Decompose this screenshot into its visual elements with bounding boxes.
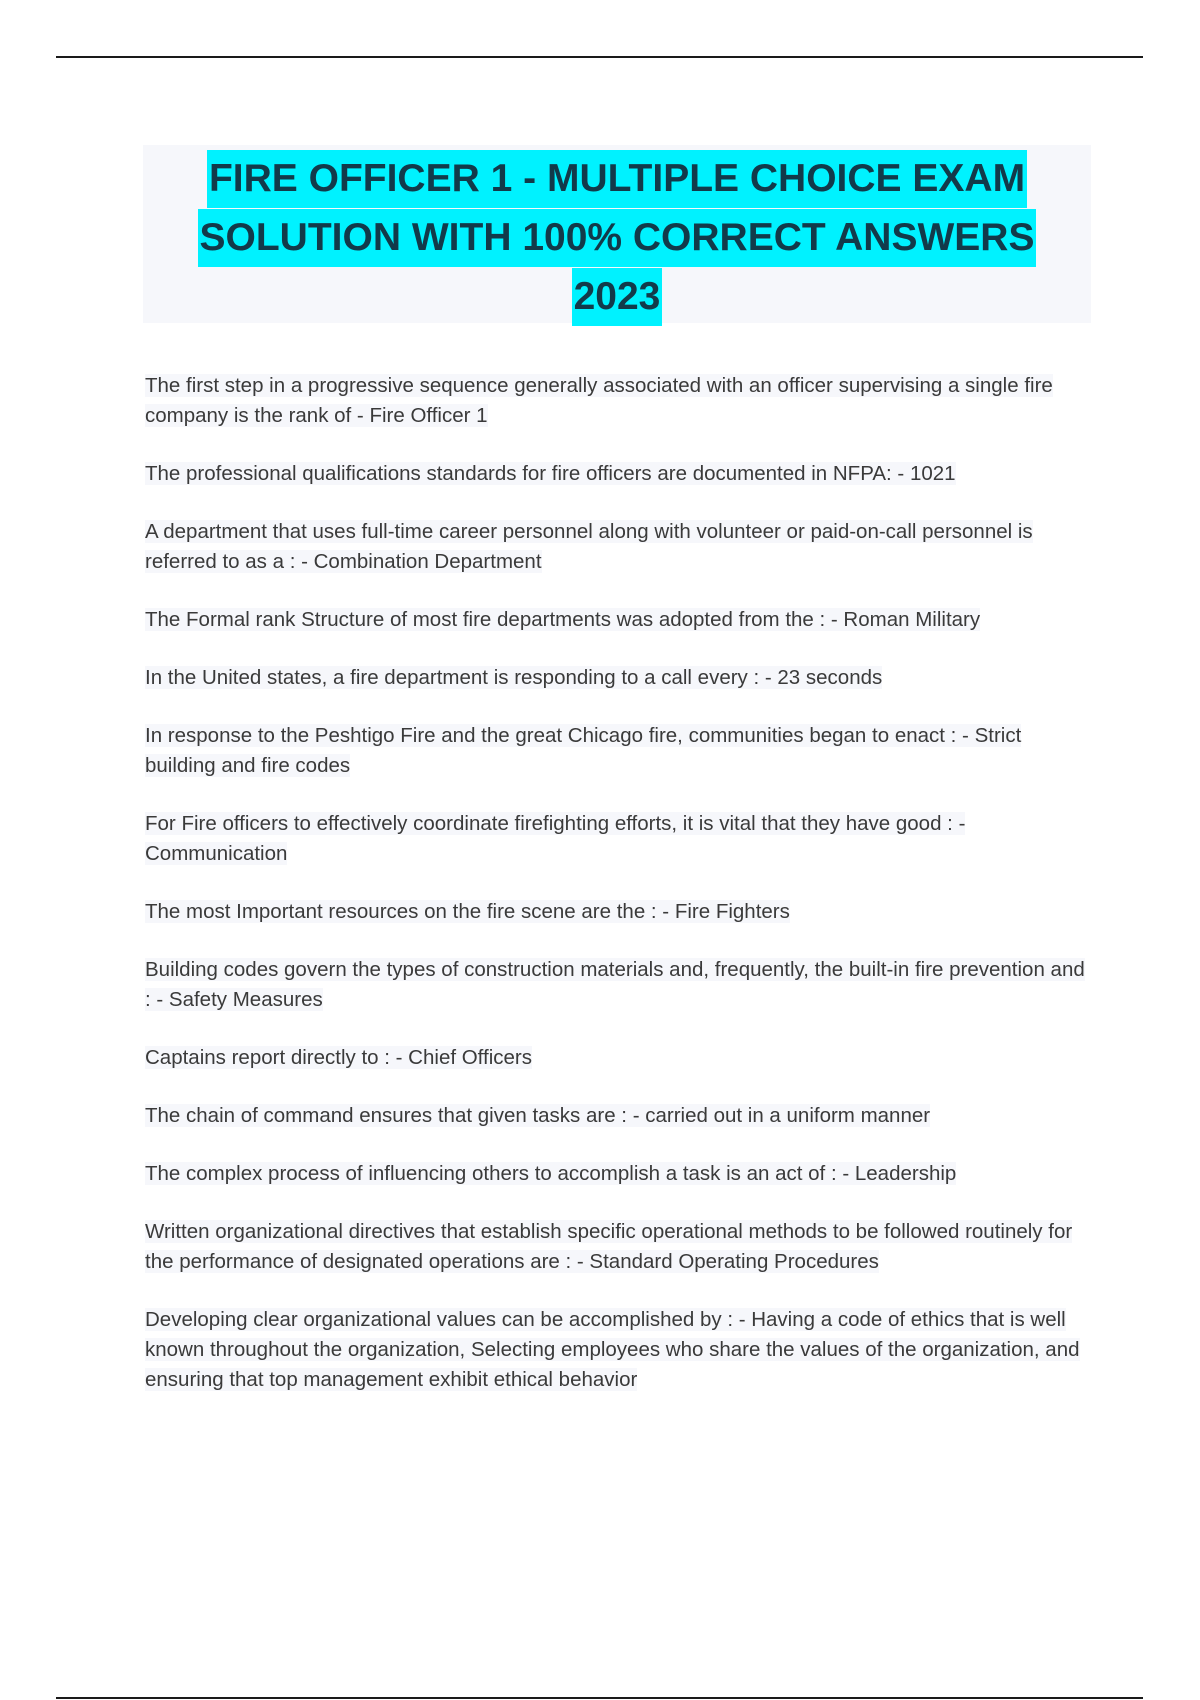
qa-text: Developing clear organizational values can be accomplished by : - Having a code of ethics that is well known throughout the organization, Selecting employees who share the values of the organization, and ensuring that top management exhibit ethical behavior bbox=[145, 1308, 1080, 1391]
qa-text: The Formal rank Structure of most fire departments was adopted from the : - Roman Military bbox=[145, 608, 981, 631]
title-line-1: FIRE OFFICER 1 - MULTIPLE CHOICE EXAM bbox=[207, 150, 1027, 208]
qa-text: The most Important resources on the fire scene are the : - Fire Fighters bbox=[145, 900, 790, 923]
qa-item bbox=[145, 809, 1095, 869]
qa-item bbox=[145, 955, 1095, 1015]
bottom-rule bbox=[56, 1697, 1143, 1699]
qa-item bbox=[145, 1101, 1095, 1131]
qa-item bbox=[145, 1159, 1095, 1189]
title-line-2: SOLUTION WITH 100% CORRECT ANSWERS bbox=[198, 209, 1037, 267]
qa-text: The complex process of influencing others to accomplish a task is an act of : - Leadership bbox=[145, 1162, 957, 1185]
qa-text: For Fire officers to effectively coordinate firefighting efforts, it is vital that they have good : - Communication bbox=[145, 812, 966, 865]
qa-text: In response to the Peshtigo Fire and the great Chicago fire, communities began to enact : - Strict building and fire codes bbox=[145, 724, 1022, 777]
qa-text: Building codes govern the types of construction materials and, frequently, the built-in fire prevention and : - Safety Measures bbox=[145, 958, 1085, 1011]
qa-text: The chain of command ensures that given tasks are : - carried out in a uniform manner bbox=[145, 1104, 931, 1127]
qa-text: The professional qualifications standards for fire officers are documented in NFPA: - 1021 bbox=[145, 462, 956, 485]
qa-item bbox=[145, 663, 1095, 693]
qa-text: Written organizational directives that establish specific operational methods to be followed routinely for the performance of designated operations are : - Standard Operating Procedures bbox=[145, 1220, 1073, 1273]
title-line-3: 2023 bbox=[572, 268, 663, 326]
qa-text: In the United states, a fire department is responding to a call every : - 23 seconds bbox=[145, 666, 883, 689]
qa-text: A department that uses full-time career personnel along with volunteer or paid-on-call personnel is referred to as a : - Combination Department bbox=[145, 520, 1033, 573]
qa-item bbox=[145, 517, 1095, 577]
document-title bbox=[143, 145, 1091, 323]
qa-item bbox=[145, 1217, 1095, 1277]
qa-item bbox=[145, 1305, 1095, 1395]
qa-item bbox=[145, 897, 1095, 927]
qa-text: Captains report directly to : - Chief Officers bbox=[145, 1046, 532, 1069]
qa-item bbox=[145, 459, 1095, 489]
qa-item bbox=[145, 1043, 1095, 1073]
question-answer-list bbox=[145, 371, 1095, 1423]
qa-item bbox=[145, 371, 1095, 431]
qa-text: The first step in a progressive sequence generally associated with an officer supervising a single fire company is the rank of - Fire Officer 1 bbox=[145, 374, 1053, 427]
top-rule bbox=[56, 56, 1143, 58]
qa-item bbox=[145, 721, 1095, 781]
qa-item bbox=[145, 605, 1095, 635]
